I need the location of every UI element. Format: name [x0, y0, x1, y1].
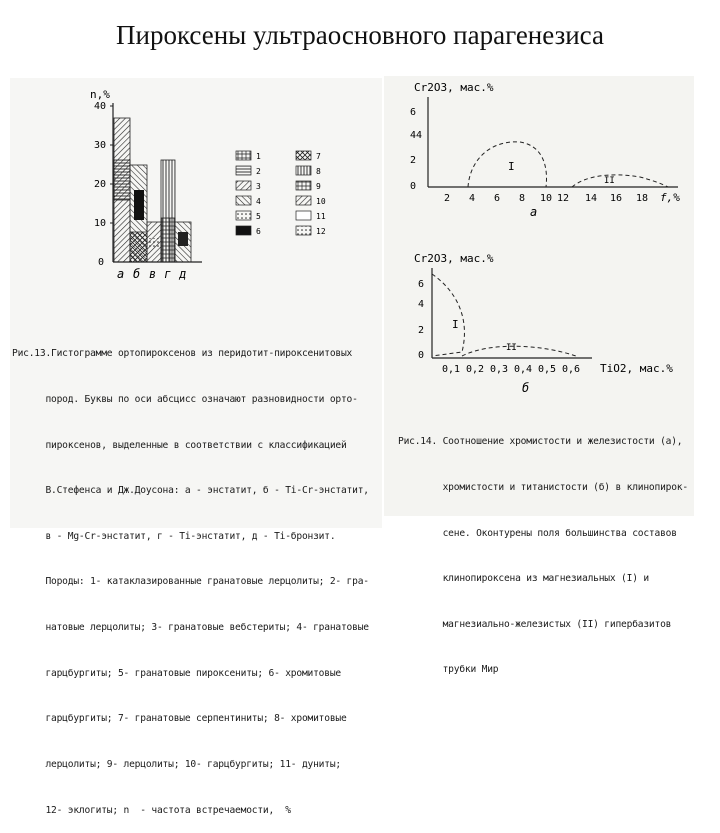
slide-title: Пироксены ультраосновного парагенезиса	[116, 20, 604, 50]
fig14a-field-II-label: II	[604, 176, 615, 186]
svg-text:10: 10	[540, 193, 553, 204]
fig14a-panel-letter: а	[530, 205, 538, 219]
fig13-ytick-40: 40	[94, 101, 107, 112]
legend-label-10: 10	[316, 197, 326, 206]
fig14a-plot	[410, 81, 680, 219]
caption-line: пироксенов, выделенные в соответствии с классификацией	[12, 439, 347, 451]
svg-text:2: 2	[444, 193, 451, 204]
legend-swatch-1	[236, 151, 251, 160]
fig14a-x-label: f,%	[660, 191, 680, 204]
fig13-xlabel-d: д	[179, 267, 187, 281]
legend-label-1: 1	[256, 152, 261, 161]
svg-text:2: 2	[418, 325, 425, 336]
legend-label-8: 8	[316, 167, 321, 176]
svg-text:0,1: 0,1	[442, 364, 461, 375]
svg-text:0,6: 0,6	[562, 364, 581, 375]
legend-label-6: 6	[256, 227, 261, 236]
svg-text:6: 6	[410, 107, 417, 118]
legend-swatch-6	[236, 226, 251, 235]
svg-text:0: 0	[418, 350, 425, 361]
svg-text:6: 6	[494, 193, 501, 204]
legend-label-12: 12	[316, 227, 326, 236]
fig14a-y-ticks	[410, 107, 422, 192]
legend-swatch-4	[236, 196, 251, 205]
fig13-y-ticks	[94, 101, 113, 268]
caption-line: сене. Оконтурены поля большинства составов	[398, 527, 677, 539]
svg-text:44: 44	[410, 130, 423, 141]
fig14a-x-ticks	[444, 193, 648, 204]
fig13-xlabel-g: г	[164, 267, 172, 281]
fig14b-y-label: Cr2O3, мас.%	[414, 252, 494, 265]
fig14b-field-I-contour	[432, 274, 464, 356]
svg-text:0,2: 0,2	[466, 364, 485, 375]
svg-text:4: 4	[469, 193, 476, 204]
fig14b-x-label: TiO2, мас.%	[600, 362, 673, 375]
fig13-histogram	[90, 88, 202, 281]
legend-swatch-11	[296, 211, 311, 220]
legend-left-column	[236, 151, 261, 236]
fig14-caption	[398, 404, 688, 693]
svg-text:6: 6	[418, 279, 425, 290]
caption-line: лерцолиты; 9- лерцолиты; 10- гарцбургиты; 11- дуниты;	[12, 758, 341, 770]
svg-text:4: 4	[418, 299, 425, 310]
fig13-caption	[12, 316, 369, 833]
fig14b-panel-letter: б	[522, 381, 530, 395]
fig14a-y-label: Cr2O3, мас.%	[414, 81, 494, 94]
caption-line: клинопироксена из магнезиальных (I) и	[398, 573, 649, 585]
legend-label-7: 7	[316, 152, 321, 161]
fig13-column-c	[147, 222, 161, 262]
caption-line: В.Стефенса и Дж.Доусона: а - энстатит, б - Ti-Cr-энстатит,	[12, 485, 369, 497]
fig13-ytick-20: 20	[94, 179, 107, 190]
caption-line: гарцбургиты; 7- гранатовые серпентиниты; 8- хромитовые	[12, 713, 347, 725]
legend-label-5: 5	[256, 212, 261, 221]
fig14b-x-ticks	[442, 364, 580, 375]
svg-text:16: 16	[610, 193, 623, 204]
fig13-column-b	[130, 165, 147, 262]
legend-swatch-3	[236, 181, 251, 190]
caption-line: Рис.14. Соотношение хромистости и железистости (а),	[398, 436, 683, 448]
legend-swatch-2	[236, 166, 251, 175]
fig13-xlabel-b: б	[133, 267, 141, 281]
caption-line: 12- эклогиты; n - частота встречаемости, %	[12, 804, 291, 816]
svg-text:0,5: 0,5	[538, 364, 557, 375]
svg-text:18: 18	[636, 193, 649, 204]
svg-text:0,4: 0,4	[514, 364, 533, 375]
legend-swatch-5	[236, 211, 251, 220]
fig14b-y-ticks	[418, 279, 424, 361]
legend-right-column	[296, 151, 326, 236]
fig13-xlabel-a: а	[117, 267, 125, 281]
svg-text:14: 14	[585, 193, 598, 204]
legend-label-2: 2	[256, 167, 261, 176]
caption-line: трубки Мир	[398, 664, 499, 676]
fig13-legend	[236, 151, 326, 236]
fig14a-field-II-contour	[572, 175, 668, 187]
legend-label-9: 9	[316, 182, 321, 191]
svg-text:2: 2	[410, 155, 417, 166]
fig13-xlabel-v: в	[149, 267, 157, 281]
legend-label-3: 3	[256, 182, 261, 191]
fig14b-plot	[414, 252, 673, 395]
legend-label-4: 4	[256, 197, 261, 206]
fig13-column-d	[161, 160, 175, 262]
caption-line: натовые лерцолиты; 3- гранатовые вебстериты; 4- гранатовые	[12, 622, 369, 634]
fig14b-field-I-label: I	[452, 318, 459, 331]
caption-line: Породы: 1- катаклазированные гранатовые лерцолиты; 2- гра-	[12, 576, 369, 588]
svg-text:12: 12	[557, 193, 570, 204]
fig14b-field-II-label: II	[506, 343, 517, 353]
fig13-y-axis-label: n,%	[90, 88, 110, 101]
fig13-ytick-10: 10	[94, 218, 107, 229]
fig14a-field-I-label: I	[508, 160, 515, 173]
legend-swatch-8	[296, 166, 311, 175]
caption-line: в - Mg-Cr-энстатит, г - Ti-энстатит, д - Ti-бронзит.	[12, 530, 336, 542]
fig14b-field-II-contour	[462, 346, 576, 356]
legend-swatch-9	[296, 181, 311, 190]
caption-line: магнезиально-железистых (II) гипербазитов	[398, 618, 672, 630]
caption-line: хромистости и титанистости (б) в клинопирок-	[398, 482, 688, 494]
fig13-ytick-0: 0	[98, 257, 105, 268]
legend-swatch-12	[296, 226, 311, 235]
fig13-ytick-30: 30	[94, 140, 107, 151]
fig13-column-e	[175, 222, 191, 262]
caption-line: гарцбургиты; 5- гранатовые пироксениты; 6- хромитовые	[12, 667, 341, 679]
caption-line: Рис.13.Гистограмме ортопироксенов из перидотит-пироксенитовых	[12, 348, 353, 360]
svg-text:0,3: 0,3	[490, 364, 509, 375]
fig13-column-a	[114, 118, 130, 262]
svg-text:0: 0	[410, 181, 417, 192]
legend-label-11: 11	[316, 212, 326, 221]
legend-swatch-10	[296, 196, 311, 205]
legend-swatch-7	[296, 151, 311, 160]
svg-text:8: 8	[519, 193, 526, 204]
caption-line: пород. Буквы по оси абсцисс означают разновидности орто-	[12, 394, 358, 406]
